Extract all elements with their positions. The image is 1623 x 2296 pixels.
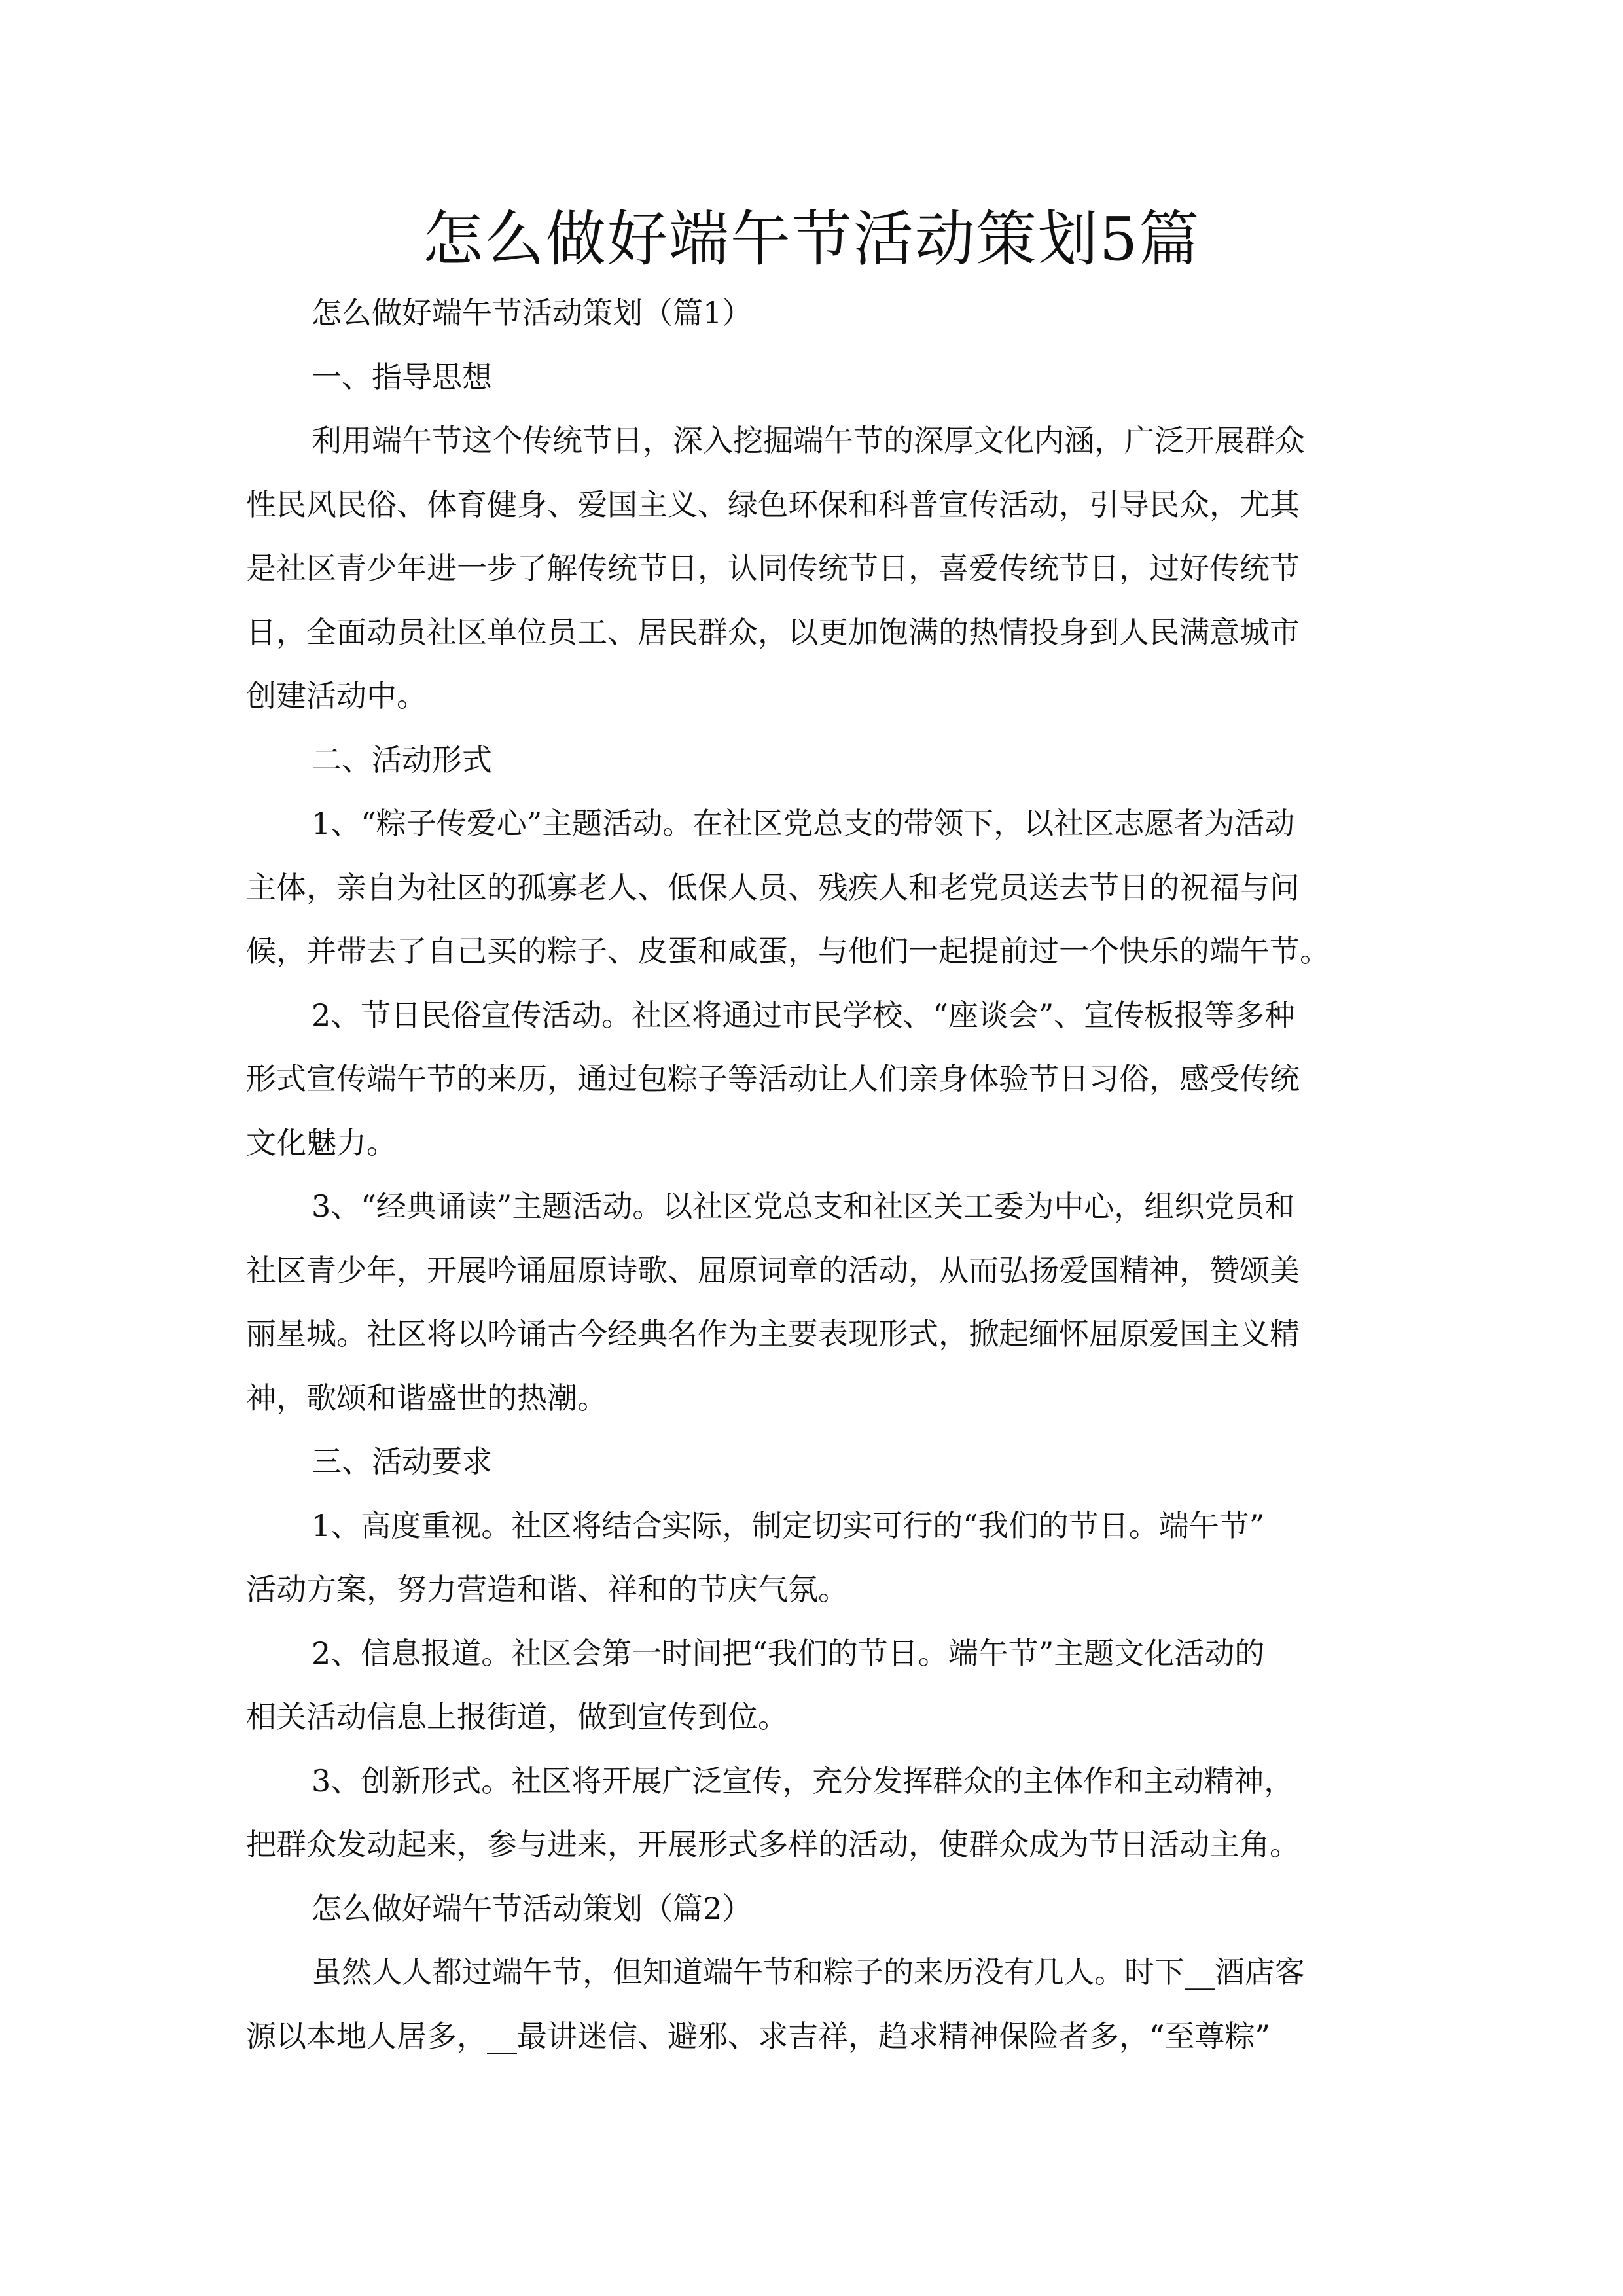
- text-line: 怎么做好端午节活动策划（篇1）: [312, 295, 753, 331]
- text-line: 丽星城。社区将以吟诵古今经典名作为主要表现形式，掀起缅怀屈原爱国主义精: [246, 1316, 1300, 1352]
- text-line: 一、指导思想: [312, 359, 492, 395]
- text-line: 三、活动要求: [312, 1444, 492, 1479]
- document-title: 怎么做好端午节活动策划5篇: [422, 204, 1201, 274]
- text-line: 把群众发动起来，参与进来，开展形式多样的活动，使群众成为节日活动主角。: [246, 1827, 1300, 1862]
- text-line: 1、“粽子传爱心”主题活动。在社区党总支的带领下，以社区志愿者为活动: [312, 806, 1295, 841]
- text-line: 社区青少年，开展吟诵屈原诗歌、屈原词章的活动，从而弘扬爱国精神，赞颂美: [246, 1252, 1300, 1288]
- text-line: 相关活动信息上报街道，做到宣传到位。: [246, 1699, 788, 1734]
- text-line: 怎么做好端午节活动策划（篇2）: [312, 1890, 753, 1926]
- text-line: 3、创新形式。社区将开展广泛宣传，充分发挥群众的主体作和主动精神，: [312, 1763, 1294, 1799]
- text-line: 是社区青少年进一步了解传统节日，认同传统节日，喜爱传统节日，过好传统节: [246, 550, 1300, 586]
- text-line: 性民风民俗、体育健身、爱国主义、绿色环保和科普宣传活动，引导民众，尤其: [246, 486, 1300, 522]
- document-body: [246, 281, 1404, 2068]
- text-line: 主体，亲自为社区的孤寡老人、低保人员、残疾人和老党员送去节日的祝福与问: [246, 869, 1300, 905]
- text-line: 虽然人人都过端午节，但知道端午节和粽子的来历没有几人。时下__酒店客: [312, 1954, 1305, 1990]
- text-line: 日，全面动员社区单位员工、居民群众，以更加饱满的热情投身到人民满意城市: [246, 614, 1300, 650]
- text-line: 1、高度重视。社区将结合实际，制定切实可行的“我们的节日。端午节”: [312, 1507, 1265, 1543]
- text-line: 候，并带去了自己买的粽子、皮蛋和咸蛋，与他们一起提前过一个快乐的端午节。: [246, 933, 1330, 969]
- text-line: 源以本地人居多，__最讲迷信、避邪、求吉祥，趋求精神保险者多，“至尊粽”: [246, 2018, 1271, 2054]
- text-line: 利用端午节这个传统节日，深入挖掘端午节的深厚文化内涵，广泛开展群众: [312, 423, 1305, 458]
- text-line: 2、节日民俗宣传活动。社区将通过市民学校、“座谈会”、宣传板报等多种: [312, 997, 1295, 1033]
- text-line: 文化魅力。: [246, 1124, 397, 1160]
- text-line: 神，歌颂和谐盛世的热潮。: [246, 1380, 607, 1416]
- text-line: 形式宣传端午节的来历，通过包粽子等活动让人们亲身体验节日习俗，感受传统: [246, 1061, 1300, 1096]
- text-line: 活动方案，努力营造和谐、祥和的节庆气氛。: [246, 1571, 848, 1607]
- text-line: 2、信息报道。社区会第一时间把“我们的节日。端午节”主题文化活动的: [312, 1635, 1265, 1671]
- text-line: 二、活动形式: [312, 742, 492, 778]
- text-line: 3、“经典诵读”主题活动。以社区党总支和社区关工委为中心，组织党员和: [312, 1189, 1295, 1224]
- text-line: 创建活动中。: [246, 678, 427, 713]
